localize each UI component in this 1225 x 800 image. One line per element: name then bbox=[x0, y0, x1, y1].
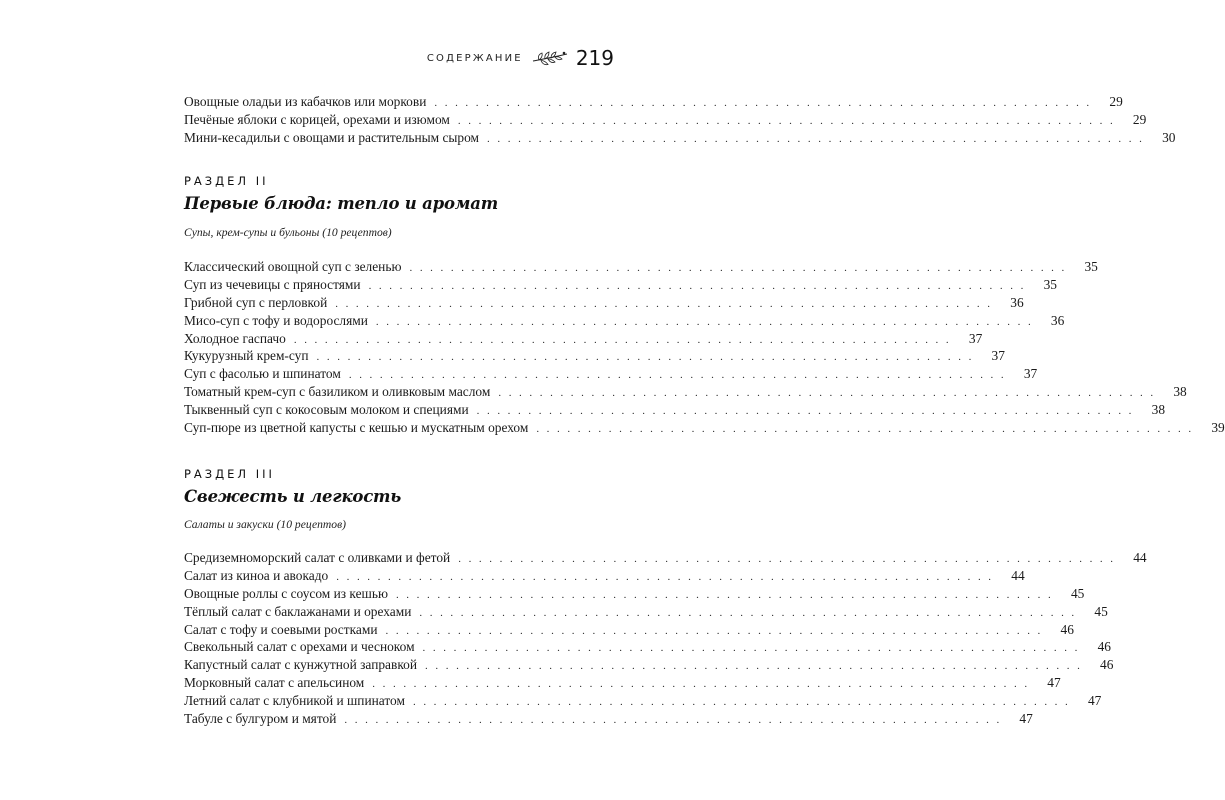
entry-title: Морковный салат с апельсином bbox=[184, 675, 365, 691]
entry-title: Кукурузный крем-суп bbox=[184, 348, 309, 364]
entry-title: Томатный крем-суп с базиликом и оливковым маслом bbox=[184, 384, 491, 400]
toc-entry[interactable] bbox=[184, 603, 1108, 621]
entry-page: 35 bbox=[1084, 259, 1098, 274]
entry-page: 45 bbox=[1070, 585, 1085, 601]
entry-page: 35 bbox=[1043, 276, 1057, 292]
entry-page: 47 bbox=[1047, 675, 1061, 691]
entry-page: 29 bbox=[1132, 111, 1147, 127]
toc-entry[interactable] bbox=[184, 638, 1111, 656]
dot-leader: ................................................................ bbox=[344, 714, 1007, 727]
entry-title: Холодное гаспачо bbox=[184, 330, 286, 346]
entry-title: Грибной суп с перловкой bbox=[184, 294, 328, 310]
entry-title: Суп с фасолью и шпинатом bbox=[184, 366, 341, 382]
dot-leader: ................................................................ bbox=[412, 696, 1076, 709]
entry-title: Суп из чечевицы с пряностями bbox=[184, 276, 361, 292]
toc-entry[interactable] bbox=[184, 258, 1098, 276]
dot-leader: ................................................................ bbox=[368, 279, 1031, 292]
dot-leader: ................................................................ bbox=[422, 642, 1085, 655]
entry-page: 44 bbox=[1011, 567, 1025, 583]
running-title: СОДЕРЖАНИЕ bbox=[426, 52, 523, 64]
entry-page: 47 bbox=[1087, 693, 1102, 709]
running-head bbox=[427, 46, 614, 70]
toc-entry[interactable] bbox=[184, 567, 1025, 585]
toc-entry[interactable] bbox=[184, 294, 1024, 312]
entry-page: 38 bbox=[1173, 384, 1187, 400]
dot-leader: ................................................................ bbox=[409, 262, 1072, 274]
entry-title: Летний салат с клубникой и шпинатом bbox=[184, 693, 405, 709]
toc-list-section-3 bbox=[184, 549, 1147, 728]
page-number: 219 bbox=[575, 46, 614, 70]
toc-entry[interactable] bbox=[184, 347, 1005, 365]
toc-list-section-2 bbox=[184, 258, 1225, 437]
dot-leader: ................................................................ bbox=[385, 624, 1048, 637]
entry-page: 45 bbox=[1094, 603, 1108, 619]
entry-page: 37 bbox=[968, 330, 983, 346]
entry-title: Средиземноморский салат с оливками и фетой bbox=[184, 550, 451, 565]
dot-leader: ................................................................ bbox=[434, 97, 1097, 109]
toc-entry[interactable] bbox=[184, 549, 1147, 567]
toc-entry[interactable] bbox=[184, 401, 1166, 419]
entry-title: Печёные яблоки с корицей, орехами и изюмом bbox=[184, 111, 450, 127]
dot-leader: ................................................................ bbox=[348, 369, 1012, 382]
dot-leader: ................................................................ bbox=[498, 387, 1161, 400]
entry-page: 29 bbox=[1109, 94, 1123, 109]
entry-title: Классический овощной суп с зеленью bbox=[184, 259, 402, 274]
entry-title: Мини-кесадильи с овощами и растительным сыром bbox=[184, 129, 480, 145]
dot-leader: ................................................................ bbox=[375, 315, 1039, 328]
entry-title: Салат с тофу и соевыми ростками bbox=[184, 621, 378, 637]
entry-title: Овощные роллы с соусом из кешью bbox=[184, 585, 388, 601]
entry-title: Табуле с булгуром и мятой bbox=[184, 711, 337, 727]
entry-page: 46 bbox=[1060, 621, 1074, 637]
toc-entry[interactable] bbox=[184, 312, 1065, 330]
toc-entry[interactable] bbox=[184, 656, 1114, 674]
section-title: Первые блюда: тепло и аромат bbox=[184, 194, 498, 213]
dot-leader: ................................................................ bbox=[316, 351, 979, 364]
entry-page: 36 bbox=[1050, 312, 1065, 328]
section-label: РАЗДЕЛ II bbox=[184, 174, 269, 188]
dot-leader: ................................................................ bbox=[419, 606, 1082, 619]
toc-entry[interactable] bbox=[184, 674, 1061, 692]
toc-entry[interactable] bbox=[184, 111, 1147, 129]
dot-leader: ................................................................ bbox=[293, 333, 957, 346]
entry-title: Салат из киноа и авокадо bbox=[184, 567, 329, 583]
toc-entry[interactable] bbox=[184, 129, 1176, 147]
entry-title: Тыквенный суп с кокосовым молоком и специями bbox=[184, 402, 469, 418]
entry-page: 47 bbox=[1019, 711, 1033, 727]
dot-leader: ................................................................ bbox=[395, 588, 1059, 601]
entry-title: Овощные оладьи из кабачков или моркови bbox=[184, 94, 427, 109]
entry-title: Тёплый салат с баклажанами и орехами bbox=[184, 603, 412, 619]
dot-leader: ................................................................ bbox=[336, 570, 999, 583]
sprig-icon bbox=[531, 49, 569, 67]
section-subtitle: Супы, крем-супы и бульоны (10 рецептов) bbox=[184, 226, 392, 239]
dot-leader: ................................................................ bbox=[536, 423, 1199, 436]
dot-leader: ................................................................ bbox=[335, 297, 998, 310]
section-label: РАЗДЕЛ III bbox=[184, 467, 275, 481]
toc-entry[interactable] bbox=[184, 276, 1057, 294]
entry-title: Свекольный салат с орехами и чесноком bbox=[184, 639, 415, 655]
toc-entry[interactable] bbox=[184, 365, 1038, 383]
dot-leader: ................................................................ bbox=[458, 553, 1121, 565]
entry-page: 37 bbox=[1023, 366, 1038, 382]
entry-page: 38 bbox=[1151, 402, 1166, 418]
section-title: Свежесть и легкость bbox=[184, 487, 402, 506]
dot-leader: ................................................................ bbox=[425, 660, 1088, 673]
entry-page: 30 bbox=[1162, 129, 1176, 145]
toc-entry[interactable] bbox=[184, 383, 1187, 401]
entry-page: 36 bbox=[1010, 294, 1024, 310]
entry-title: Суп-пюре из цветной капусты с кешью и мускатным орехом bbox=[184, 420, 529, 436]
dot-leader: ................................................................ bbox=[487, 132, 1150, 145]
toc-entry[interactable] bbox=[184, 419, 1225, 437]
entry-page: 46 bbox=[1097, 639, 1111, 655]
toc-entry[interactable] bbox=[184, 710, 1033, 728]
toc-entry[interactable] bbox=[184, 330, 983, 348]
entry-title: Капустный салат с кунжутной заправкой bbox=[184, 657, 418, 673]
section-subtitle: Салаты и закуски (10 рецептов) bbox=[184, 518, 346, 531]
toc-entry[interactable] bbox=[184, 692, 1102, 710]
toc-entry[interactable] bbox=[184, 93, 1123, 111]
entry-page: 39 bbox=[1211, 420, 1225, 436]
dot-leader: ................................................................ bbox=[457, 114, 1121, 127]
toc-list-continued bbox=[184, 93, 1176, 147]
dot-leader: ................................................................ bbox=[372, 678, 1035, 691]
entry-page: 37 bbox=[991, 348, 1005, 364]
entry-title: Мисо-суп с тофу и водорослями bbox=[184, 312, 368, 328]
toc-entry[interactable] bbox=[184, 621, 1074, 639]
entry-page: 44 bbox=[1133, 550, 1147, 565]
dot-leader: ................................................................ bbox=[476, 405, 1140, 418]
entry-page: 46 bbox=[1100, 657, 1114, 673]
toc-entry[interactable] bbox=[184, 585, 1085, 603]
